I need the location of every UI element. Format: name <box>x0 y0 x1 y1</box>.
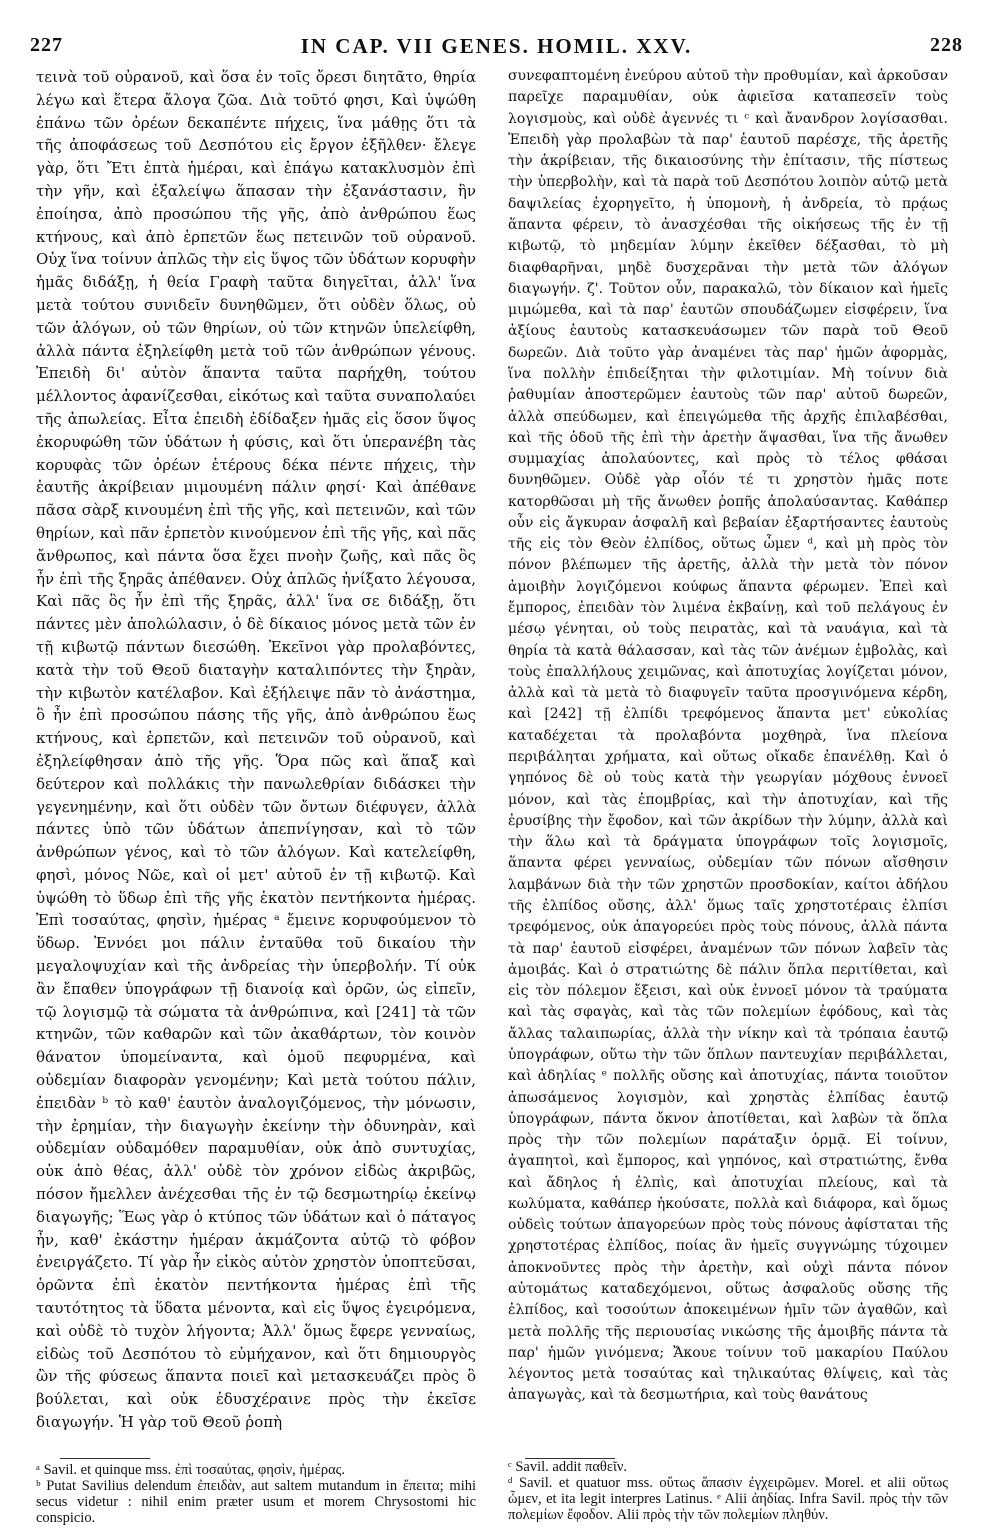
page-number-left: 227 <box>30 34 63 56</box>
left-column <box>36 66 476 1434</box>
page-header <box>30 34 963 60</box>
right-column <box>508 66 948 1407</box>
running-title: IN CAP. VII GENES. HOMIL. XXV. <box>300 34 693 58</box>
footnote-a: ᵃ Savil. et quinque mss. ἐπὶ τοσαύτας, φησὶν, ἡμέρας. <box>36 1462 346 1478</box>
page-number-right: 228 <box>930 34 963 56</box>
right-column-text: συνεφαπτομένη ἐνεύρου αὐτοῦ τὴν προθυμίαν, καὶ ἀρκοῦσαν παρεῖχε παραμυθίαν, οὐκ ἀφιεῖσα καταπεσεῖν τοὺς λογισμοὺς, καὶ οὐδὲ ἀγεννές τι ᶜ καὶ ἄνανδρον λογίσασθαι. Ἐπειδὴ γὰρ προλαβὼν τὰ παρ' ἑαυτοῦ παρέσχε, τῆς ἀρετῆς τὴν ἀκρίβειαν, τῆς δικαιοσύνης τὴν ἐπίτασιν, τῆς πίστεως τὴν ὑπερβολὴν, καὶ τὰ παρὰ τοῦ Δεσπότου λοιπὸν αὐτῷ μετὰ δαψιλείας ἐχορηγεῖτο, ἡ ὑπομονὴ, ἡ ἀνδρεία, τὸ πρᾴως ἅπαντα φέρειν, τὸ ἀνασχέσθαι τῆς οἰκήσεως τῆς ἐν τῇ κιβωτῷ, τὸ μηδεμίαν λύμην ἐκεῖθεν δέξασθαι, τὸ μὴ διαφθαρῆναι, μηδὲ δυσχερᾶναι τὴν μετὰ τῶν ἀλόγων διαγωγήν. ζ'. Τοῦτον οὖν, παρακαλῶ, τὸν δίκαιον καὶ ἡμεῖς μιμώμεθα, καὶ τὰ παρ' ἑαυτῶν σπουδάζωμεν εἰσφέρειν, ἵνα ἀξίους ἑαυτοὺς κατασκευάσωμεν τῶν παρὰ τοῦ Θεοῦ δωρεῶν. Διὰ τοῦτο γὰρ ἀναμένει τὰς παρ' ἡμῶν ἀφορμὰς, ἵνα πολλὴν ἐπιδείξηται τὴν φιλοτιμίαν. Μὴ τοίνυν διὰ ῥαθυμίαν ἀποστερῶμεν ἑαυτοὺς τῶν παρ' αὐτοῦ δωρεῶν, ἀλλὰ σπεύδωμεν, καὶ ἐπειγώμεθα τῆς ἀρχῆς ἐπιλαβέσθαι, καὶ τῆς ὁδοῦ τῆς ἐπὶ τὴν ἀρετὴν ἅψασθαι, ἵνα τῆς ἄνωθεν συμμαχίας ἀπολαύοντες, καὶ πρὸς τὸ τέλος φθάσαι δυνηθῶμεν. Οὐδὲ γὰρ οἷόν τέ τι χρηστὸν ἡμᾶς ποτε κατορθῶσαι μὴ τῆς ἄνωθεν ῥοπῆς ἀπολαύσαντας. Καθάπερ οὖν εἰς ἄγκυραν ἀσφαλῆ καὶ βεβαίαν ἐξαρτήσαντες ἑαυτοὺς τῆς εἰς τὸν Θεὸν ἐλπίδος, οὕτως ὦμεν ᵈ, καὶ μὴ πρὸς τὸν πόνον βλέπωμεν τῆς ἀρετῆς, ἀλλὰ τὴν μετὰ τὸν πόνον ἀμοιβὴν λογιζόμενοι κούφως ἅπαντα φέρωμεν. Ἐπεὶ καὶ ἔμπορος, ἐπειδὰν τὸν λιμένα ἐκβαίνῃ, καὶ τοῦ πελάγους ἐν μέσῳ γένηται, οὐ τοὺς πειρατὰς, καὶ τὰ ναυάγια, καὶ τὰ θηρία τὰ κατὰ θάλασσαν, καὶ τὰς τῶν ἀνέμων ἐμβολὰς, καὶ τοὺς ἐπαλλήλους χειμῶνας, καὶ ἀποτυχίας λογίζεται μόνον, ἀλλὰ καὶ τὰ μετὰ τὸ διαφυγεῖν ταῦτα προσγινόμενα κέρδη, καὶ [242] τῇ ἐλπίδι τρεφόμενος ἅπαντα μετ' εὐκολίας καταδέχεται τὰ προλαβόντα μοχθηρὰ, ἵνα πλείονα περιβάληται χρήματα, καὶ οὕτως οἴκαδε ἐπανέλθῃ. Καὶ ὁ γηπόνος δὲ οὐ τοὺς κατὰ τὴν γεωργίαν μόχθους ἐννοεῖ μόνον, καὶ τὰς ἐπομβρίας, καὶ τὴν ἀποτυχίαν, καὶ τῆς ἐρυσίβης τὴν ἔφοδον, καὶ τῶν ἀκρίδων τὴν λύμην, ἀλλὰ καὶ τὴν ἅλω καὶ τὰ δράγματα ὑπογράφων τοῖς λογισμοῖς, ἅπαντα φέρει γενναίως, οὐδεμίαν τῶν πόνων αἴσθησιν λαμβάνων διὰ τὴν τῶν χρηστῶν προσδοκίαν, καίτοι ἀδήλου τῆς ἐλπίδος οὔσης, ἀλλ' ὅμως ταῖς χρηστοτέραις ἐλπίσι τρεφόμενος, οὐκ ἀπαγορεύει πρὸς τοὺς πόνους, ἀλλὰ πάντα τὰ παρ' ἑαυτοῦ εἰσφέρει, ἀναμένων τῶν πόνων λαβεῖν τὰς ἀμοιβάς. Καὶ ὁ στρατιώτης δὲ πάλιν ὅπλα περιτίθεται, καὶ εἰς τὸν πόλεμον ἔξεισι, καὶ οὐκ ἐννοεῖ μόνον τὰ τραύματα καὶ τὰς σφαγὰς, καὶ τὰς τῶν πολεμίων ἐφόδους, καὶ τὰς ἄλλας ταλαιπωρίας, ἀλλὰ τὴν νίκην καὶ τὰ τρόπαια ἑαυτῷ ὑπογράφων, οὕτω τὴν τῶν ὅπλων παντευχίαν περιβάλλεται, καὶ ἀδηλίας ᵉ πολλῆς οὔσης καὶ ἀποτυχίας, πάντα τοιοῦτον ἀπωσάμενος λογισμὸν, καὶ χρηστὰς ἐλπίδας ἑαυτῷ ὑπογράφων, πάντα ὄκνον ἀποτίθεται, καὶ λαβὼν τὰ ὅπλα πρὸς τὴν τῶν πολεμίων παράταξιν ὁρμᾷ. Εἰ τοίνυν, ἀγαπητοὶ, καὶ ἔμπορος, καὶ γηπόνος, καὶ στρατιώτης, ἔνθα καὶ ἄδηλος ἡ ἐλπὶς, καὶ ἀποτυχίαι πλείους, καὶ τὰ κωλύματα, καθάπερ ἠκούσατε, πολλὰ καὶ διάφορα, καὶ ὅμως οὐδεὶς τούτων ἀπαγορεύων πρὸς τοὺς πόνους ἀφίσταται τῆς χρηστοτέρας ἐλπίδος, ποίας ἂν ἡμεῖς συγγνώμης τύχοιμεν ἀποκνοῦντες πρὸς τὴν ἀρετὴν, καὶ οὐχὶ πάντα πόνον αὐτομάτως καταδεχόμενοι, οὕτως ἀσφαλοῦς οὔσης τῆς ἐλπίδος, καὶ τοσούτων ἀποκειμένων ἡμῖν τῶν ἀγαθῶν, καὶ μετὰ πολλῆς τῆς περιουσίας νικώσης τῆς ἀμοιβῆς πάντα τὰ παρ' ἡμῶν γινόμενα; Ἄκουε τοίνυν τοῦ μακαρίου Παύλου λέγοντος μετὰ τοσαύτας καὶ τηλικαύτας θλίψεις, καὶ τὰς ἀπαγωγὰς, καὶ τὰ δεσμωτήρια, καὶ τοὺς θανάτους <box>508 68 948 1404</box>
footnote-b: ᵇ Putat Savilius delendum ἐπειδὰν, aut saltem mutandum in ἔπειτα; mihi secus videtur : nihil enim præter usum et morem Chrysostomi hic conspicio. <box>36 1478 476 1526</box>
footnote-c: ᶜ Savil. addit παθεῖν. <box>508 1459 628 1475</box>
footnote-d-e: ᵈ Savil. et quatuor mss. οὕτως ἅπασιν ἐγχειρῶμεν. Morel. et alii οὕτως ὦμεν, et ita legit interpres Latinus. ᵉ Alii ἀηδίας. Infra Savil. πρὸς τὴν τῶν πολεμίων ἔφοδον. Alii πρὸς τὴν τῶν πολεμίων πληθύν. <box>508 1475 948 1523</box>
footnote-rule-left <box>60 1458 150 1459</box>
left-column-text: τεινὰ τοῦ οὐρανοῦ, καὶ ὅσα ἐν τοῖς ὄρεσι διητᾶτο, θηρία λέγω καὶ ἕτερα ἄλογα ζῶα. Διὰ τοῦτό φησι, Καὶ ὑψώθη ἐπάνω τῶν ὀρέων δεκαπέντε πήχεις, ἵνα μάθῃς ὅτι τὰ τῆς ἀποφάσεως τοῦ Δεσπότου εἰς ἔργον ἐξῆλθεν· ἔλεγε γὰρ, ὅτι Ἔτι ἑπτὰ ἡμέραι, καὶ ἐπάγω κατακλυσμὸν ἐπὶ τὴν γῆν, καὶ ἐξαλείψω ἅπασαν τὴν ἐξανάστασιν, ἣν ἐποίησα, ἀπὸ προσώπου τῆς γῆς, ἀπὸ ἀνθρώπου ἕως κτήνους, καὶ ἀπὸ ἑρπετῶν ἕως πετεινῶν τοῦ οὐρανοῦ. Οὐχ ἵνα τοίνυν ἁπλῶς τὴν εἰς ὕψος τῶν ὑδάτων κορυφὴν ἡμᾶς διδάξῃ, ἡ θεία Γραφὴ ταῦτα διηγεῖται, ἀλλ' ἵνα μετὰ τούτου συνιδεῖν δυνηθῶμεν, ὅτι οὐδὲν ὅλως, οὐ τῶν ἀλόγων, οὐ τῶν θηρίων, οὐ τῶν κτηνῶν ὑπελείφθη, ἀλλὰ πάντα ἐξηλείφθη μετὰ τοῦ τῶν ἀνθρώπων γένους. Ἐπειδὴ δι' αὐτὸν ἅπαντα ταῦτα παρήχθη, τούτου μέλλοντος ἀφανίζεσθαι, εἰκότως καὶ ταῦτα συναπολαύει τῆς ἀπωλείας. Εἶτα ἐπειδὴ ἐδίδαξεν ἡμᾶς εἰς ὅσον ὕψος ἐκορυφώθη τῶν ὑδάτων ἡ φύσις, καὶ ὅτι ὑπερανέβη τὰς κορυφὰς τῶν ὀρέων ἑτέρους δέκα πέντε πήχεις, τὴν ἑαυτῆς ἀκρίβειαν μιμουμένη πάλιν φησί· Καὶ ἀπέθανε πᾶσα σὰρξ κινουμένη ἐπὶ τῆς γῆς, καὶ πετεινῶν, καὶ τῶν θηρίων, καὶ πᾶν ἑρπετὸν κινούμενον ἐπὶ τῆς γῆς, καὶ πᾶς ἄνθρωπος, καὶ πάντα ὅσα ἔχει πνοὴν ζωῆς, καὶ πᾶς ὃς ἦν ἐπὶ τῆς ξηρᾶς ἀπέθανεν. Οὐχ ἁπλῶς ἠνίξατο λέγουσα, Καὶ πᾶς ὃς ἦν ἐπὶ τῆς ξηρᾶς, ἀλλ' ἵνα σε διδάξῃ, ὅτι πάντες μὲν ἀπολώλασιν, ὁ δὲ δίκαιος μόνος μετὰ τῶν ἐν τῇ κιβωτῷ πάντων διεσώθη. Ἐκεῖνοι γὰρ προλαβόντες, κατὰ τὴν τοῦ Θεοῦ διαταγὴν καταλιπόντες τὴν ξηρὰν, τὴν κιβωτὸν κατέλαβον. Καὶ ἐξήλειψε πᾶν τὸ ἀνάστημα, ὃ ἦν ἐπὶ προσώπου πάσης τῆς γῆς, ἀπὸ ἀνθρώπου ἕως κτήνους, καὶ ἑρπετῶν, καὶ πετεινῶν τοῦ οὐρανοῦ, καὶ ἐξηλείφθησαν ἀπὸ τῆς γῆς. Ὅρα πῶς καὶ ἅπαξ καὶ δεύτερον καὶ πολλάκις τὴν πανωλεθρίαν διδάσκει τὴν γεγενημένην, καὶ ὅτι οὐδὲν τῶν ὄντων διέφυγεν, ἀλλὰ πάντες ὑπὸ τῶν ὑδάτων ἀπεπνίγησαν, καὶ τὸ τῶν ἀνθρώπων γένος, καὶ τὸ τῶν ἀλόγων. Καὶ κατελείφθη, φησὶ, μόνος Νῶε, καὶ οἱ μετ' αὐτοῦ ἐν τῇ κιβωτῷ. Καὶ ὑψώθη τὸ ὕδωρ ἐπὶ τῆς γῆς ἑκατὸν πεντήκοντα ἡμέρας. Ἐπὶ τοσαύτας, φησὶν, ἡμέρας ᵃ ἔμεινε κορυφούμενον τὸ ὕδωρ. Ἐννόει μοι πάλιν ἐνταῦθα τοῦ δικαίου τὴν μεγαλοψυχίαν καὶ τῆς ἀνδρείας τὴν ὑπερβολήν. Τί οὐκ ἂν ἔπαθεν ὑπογράφων τῇ διανοίᾳ καὶ ὁρῶν, ὡς εἰπεῖν, τῷ λογισμῷ τὰ σώματα τὰ ἀνθρώπινα, καὶ [241] τὰ τῶν κτηνῶν, τῶν καθαρῶν καὶ τῶν ἀκαθάρτων, τὸν κοινὸν θάνατον ὑπομείναντα, καὶ ὁμοῦ πεφυρμένα, καὶ οὐδεμίαν διαφορὰν γενομένην; Καὶ μετὰ τούτου πάλιν, ἐπειδὰν ᵇ τὸ καθ' ἑαυτὸν ἀναλογιζόμενος, τὴν μόνωσιν, τὴν ἐρημίαν, τὴν διαγωγὴν ἐκείνην τὴν ὀδυνηρὰν, καὶ οὐδεμίαν οὐδαμόθεν παραμυθίαν, οὐκ ἀπὸ συντυχίας, οὐκ ἀπὸ θέας, ἀλλ' οὐδὲ τὸν χρόνον εἰδὼς ἀκριβῶς, πόσον ἤμελλεν ἀνέχεσθαι τῆς ἐν τῷ δεσμωτηρίῳ ἐκείνῳ διαγωγῆς; Ἕως γὰρ ὁ κτύπος τῶν ὑδάτων καὶ ὁ πάταγος ἦν, καθ' ἑκάστην ἡμέραν ἀκμάζοντα αὐτῷ τὸ φόβον ἐνειργάζετο. Τί γὰρ ἦν εἰκὸς αὐτὸν χρηστὸν ὑποπτεῦσαι, ὁρῶντα ἐπὶ ἑκατὸν πεντήκοντα ἡμέρας ἐπὶ τῆς ταυτότητος τὰ ὕδατα μένοντα, καὶ εἰς ὕψος ἐγειρόμενα, καὶ οὐδὲ τὸ τυχὸν λήγοντα; Ἀλλ' ὅμως ἔφερε γενναίως, εἰδὼς τοῦ Δεσπότου τὸ εὐμήχανον, καὶ ὅτι δημιουργὸς ὢν τῆς φύσεως ἅπαντα ποιεῖ καὶ μετασκευάζει πρὸς ὃ βούλεται, καὶ οὐκ ἐδυσχέραινε πρὸς τὴν ἐκεῖσε διαγωγήν. Ἡ γὰρ τοῦ Θεοῦ ῥοπὴ <box>36 68 476 1432</box>
footnotes-right <box>508 1459 948 1523</box>
footnotes-left <box>36 1462 476 1526</box>
